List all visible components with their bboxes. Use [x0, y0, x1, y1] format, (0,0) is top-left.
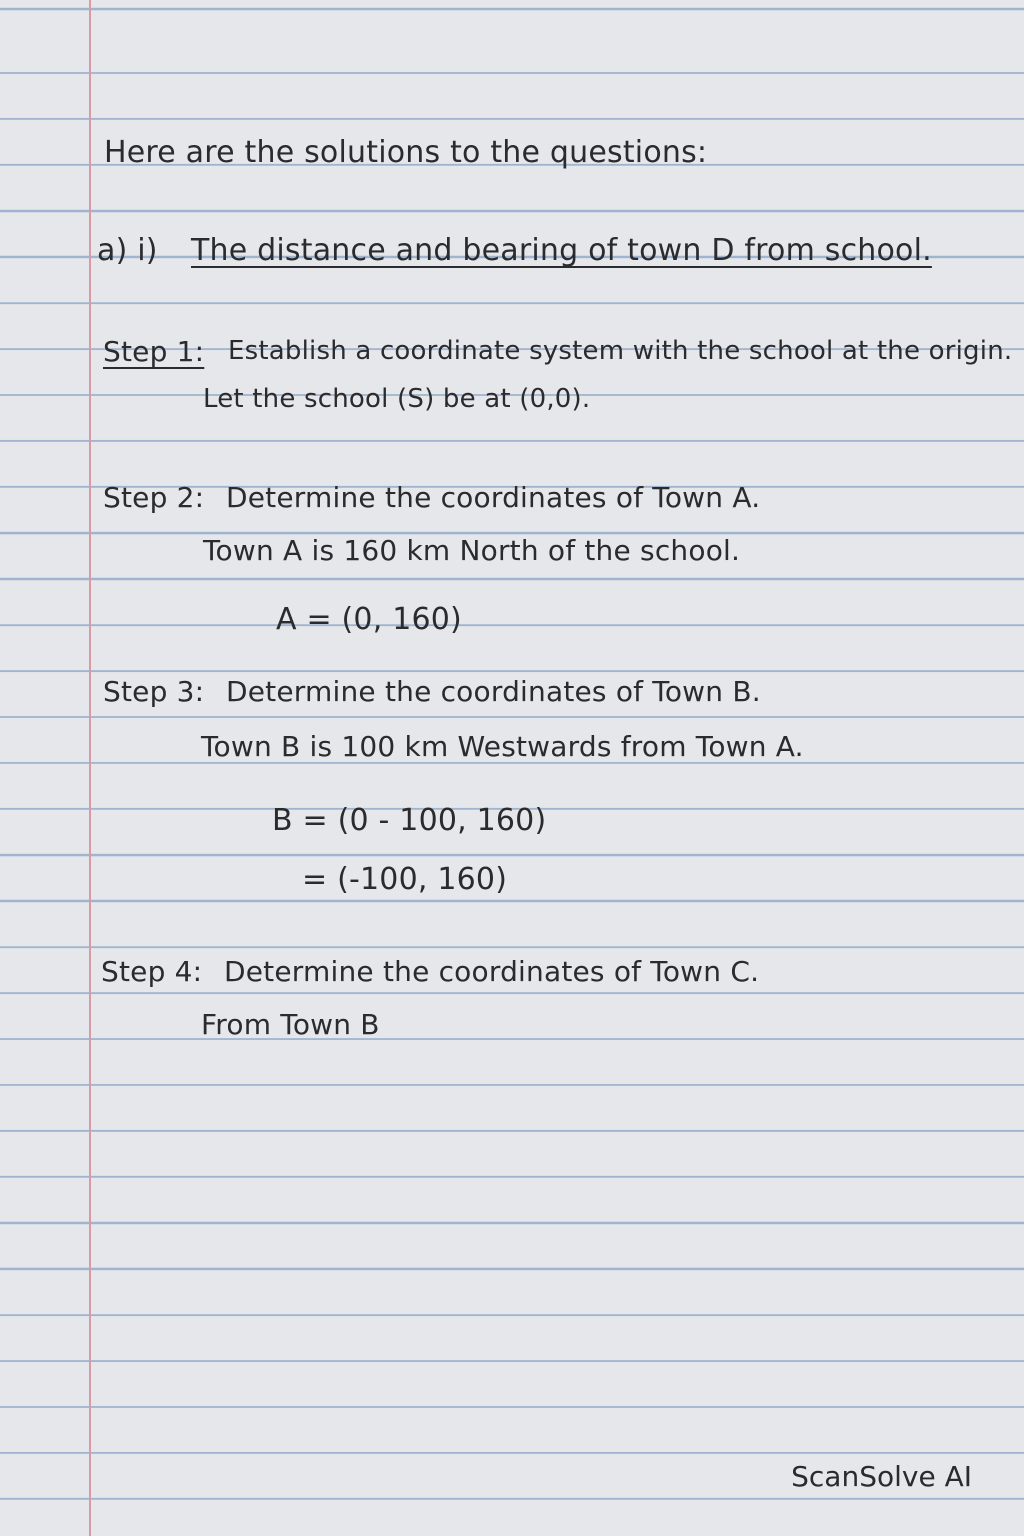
step-1-label: Step 1: — [103, 335, 205, 368]
step-1-heading: Establish a coordinate system with the school at the origin. — [228, 336, 1013, 366]
step-3-equation-1: B = (0 - 100, 160) — [272, 803, 547, 838]
step-1-line-1: Let the school (S) be at (0,0). — [203, 384, 591, 414]
step-3-label: Step 3: — [103, 675, 205, 708]
step-2-equation: A = (0, 160) — [276, 602, 462, 637]
step-2-heading: Determine the coordinates of Town A. — [226, 481, 761, 514]
step-4-heading: Determine the coordinates of Town C. — [224, 955, 760, 988]
step-3-heading: Determine the coordinates of Town B. — [226, 675, 761, 708]
intro-text: Here are the solutions to the questions: — [104, 135, 708, 170]
margin-line — [89, 0, 91, 1536]
watermark: ScanSolve AI — [791, 1460, 972, 1493]
part-a-label: a) i) — [97, 233, 158, 268]
step-4-label: Step 4: — [101, 955, 203, 988]
step-4-line-1: From Town B — [201, 1008, 380, 1041]
part-a-title: The distance and bearing of town D from school. — [191, 233, 932, 268]
step-2-line-1: Town A is 160 km North of the school. — [203, 534, 741, 567]
step-3-line-1: Town B is 100 km Westwards from Town A. — [201, 730, 804, 763]
step-2-label: Step 2: — [103, 481, 205, 514]
step-3-equation-2: = (-100, 160) — [302, 862, 508, 897]
